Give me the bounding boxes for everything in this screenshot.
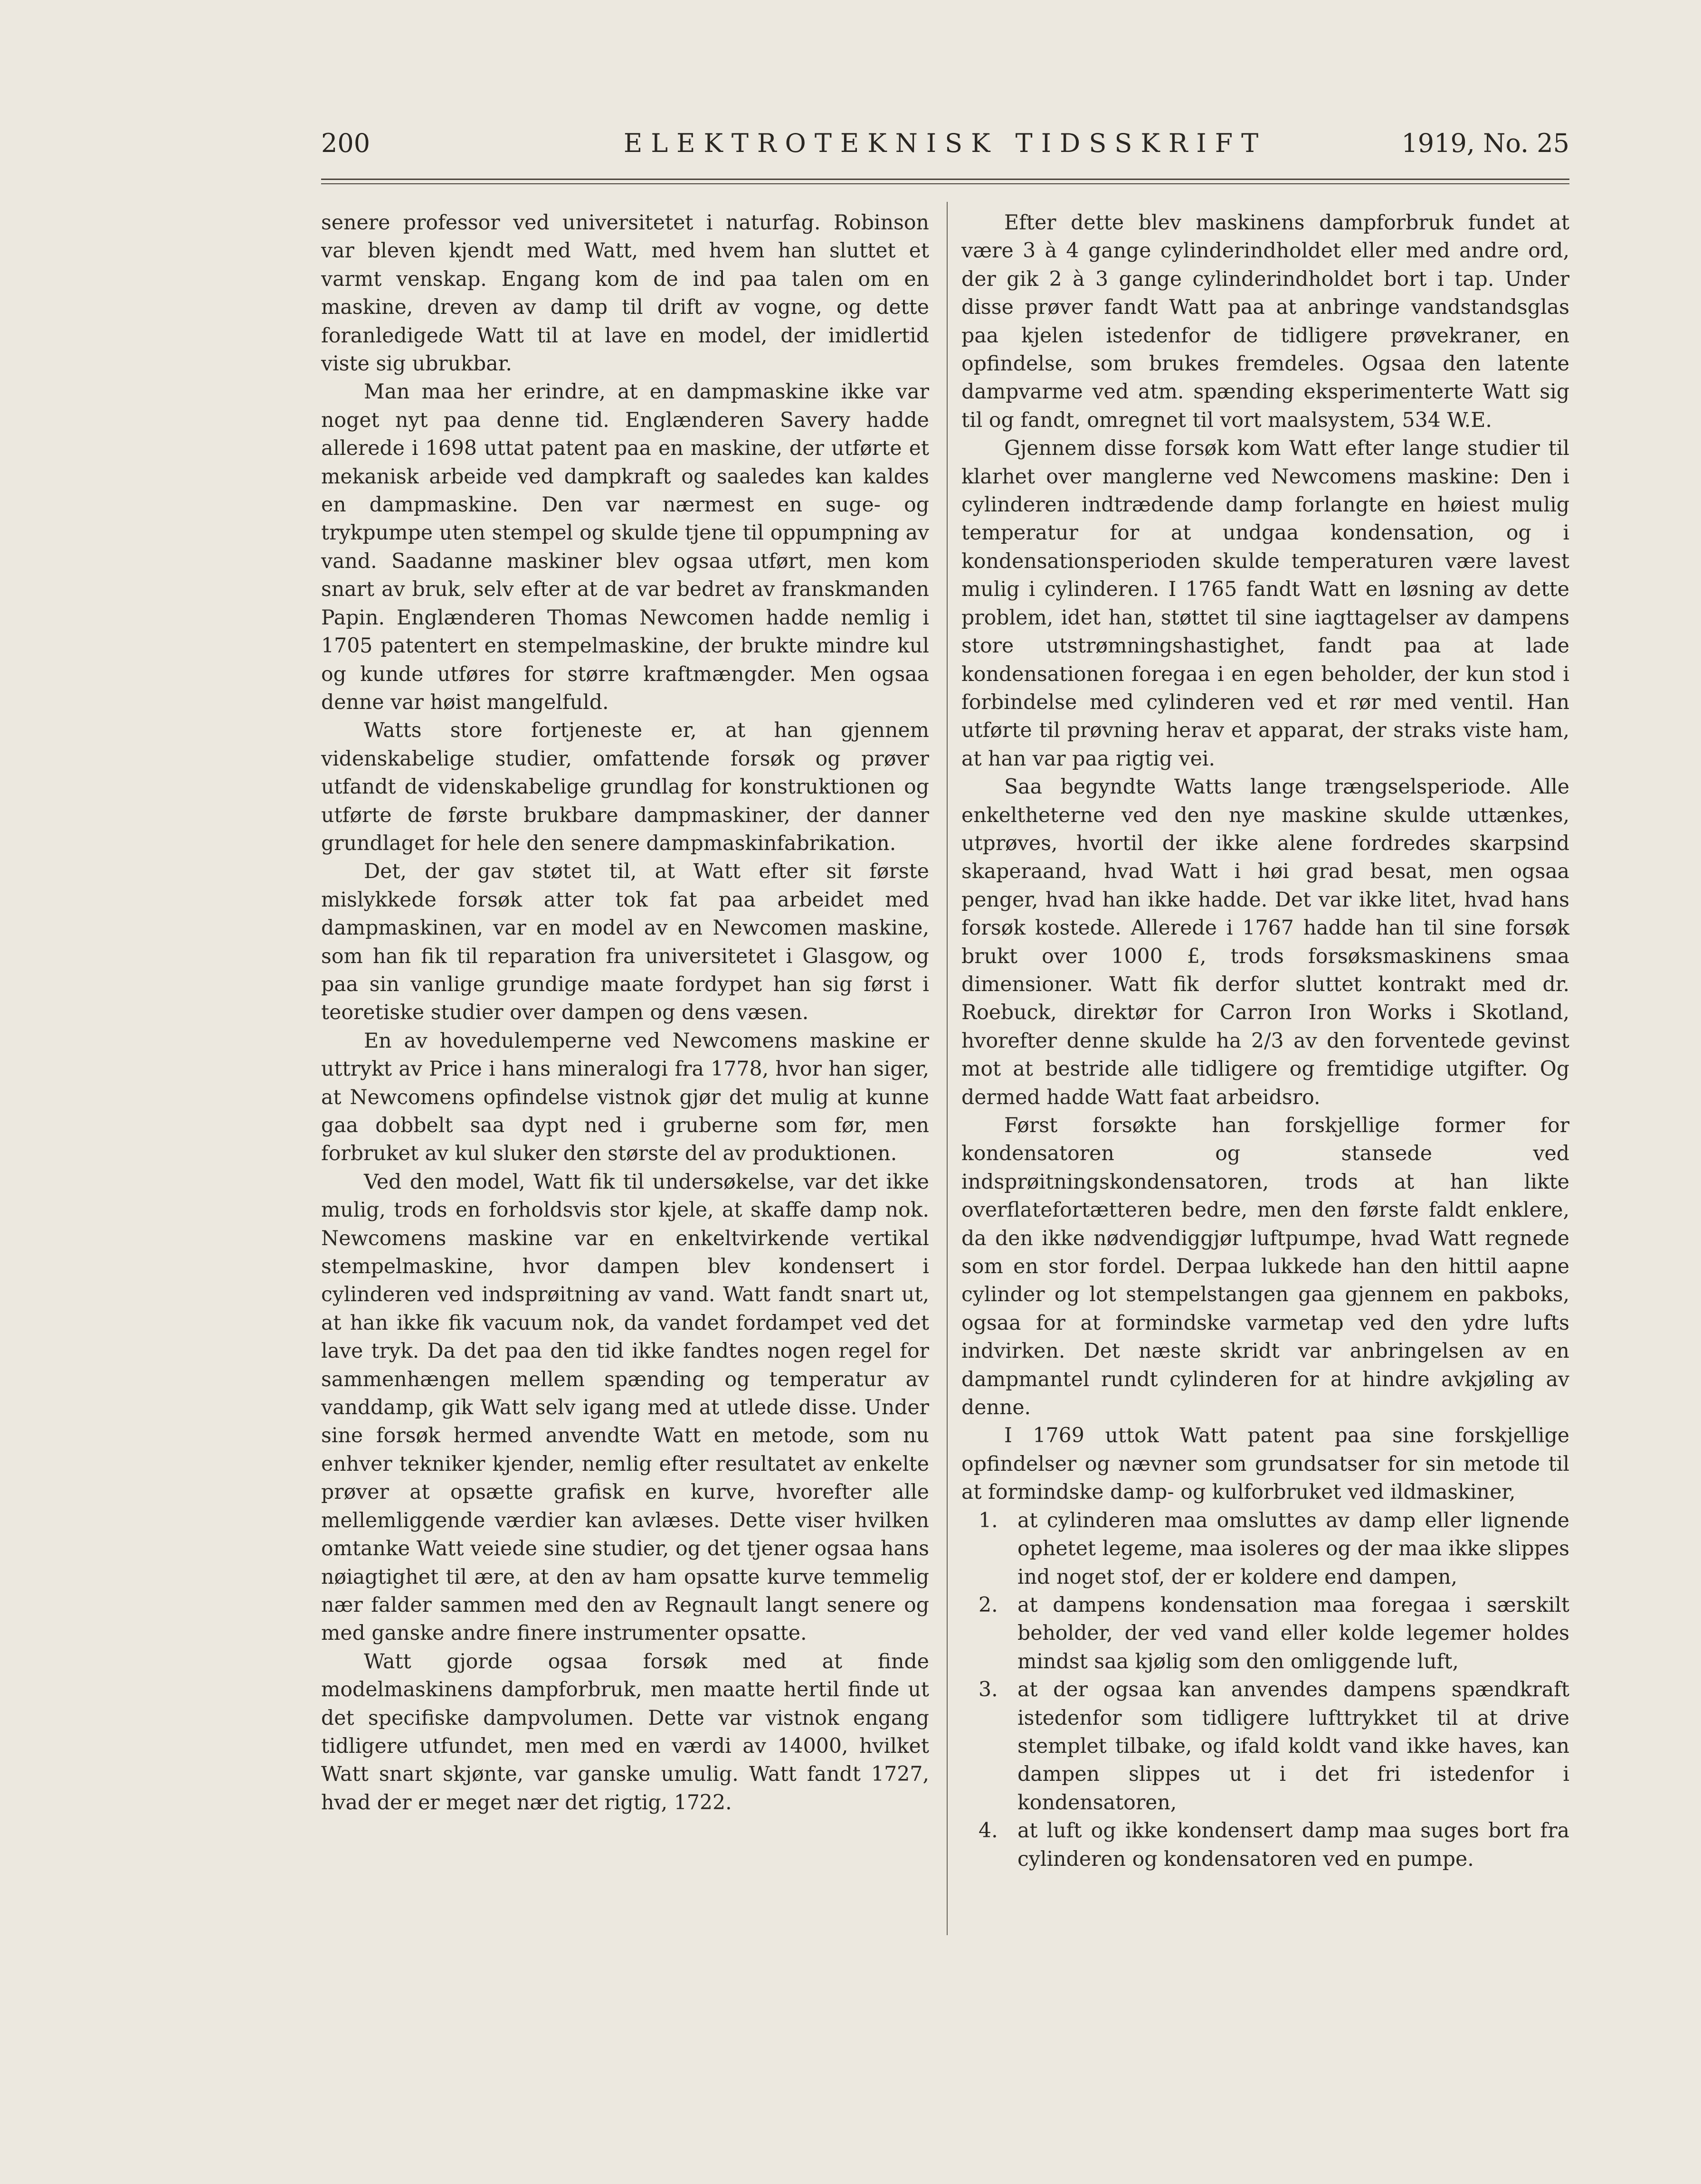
- list-number: 4.: [979, 1819, 998, 1843]
- header-rule-top: [321, 179, 1569, 180]
- paragraph: Saa begyndte Watts lange trængselsperiode. Alle enkeltheterne ved den nye maskine skulde uttænkes, utprøves, hvortil der ikke alene fordredes skarpsind skaperaand, hvad Watt i høi grad besat, men ogsaa penger, hvad han ikke hadde. Det var ikke litet, hvad hans forsøk kostede. Allerede i 1767 hadde han til sine forsøk brukt over 1000 £, trods forsøksmaskinens smaa dimensioner. Watt fik derfor sluttet kontrakt med dr. Roebuck, direktør for Carron Iron Works i Skotland, hvorefter denne skulde ha 2/3 av den forventede gevinst mot at bestride alle tidligere og fremtidige utgifter. Og dermed hadde Watt faat arbeidsro.: [961, 775, 1569, 1109]
- paragraph: I 1769 uttok Watt patent paa sine forskjellige opfindelser og nævner som grundsatser for sin metode til at formindske damp- og kulforbruket ved ildmaskiner,: [961, 1424, 1569, 1504]
- list-text: at luft og ikke kondensert damp maa suges bort fra cylinderen og kondensatoren ved en pumpe.: [1017, 1819, 1569, 1871]
- paragraph: senere professor ved universitetet i naturfag. Robinson var bleven kjendt med Watt, med hvem han sluttet et varmt venskap. Engang kom de ind paa talen om en maskine, dreven av damp til drift av vogne, og dette foranledigede Watt til at lave en model, der imidlertid viste sig ubrukbar.: [321, 211, 929, 376]
- list-item: [961, 1591, 1569, 1676]
- list-text: at der ogsaa kan anvendes dampens spændkraft istedenfor som tidligere lufttrykket til at drive stemplet tilbake, og ifald koldt vand ikke haves, kan dampen slippes ut i det fri istedenfor i kondensatoren,: [1017, 1678, 1569, 1815]
- paragraph: Det, der gav støtet til, at Watt efter sit første mislykkede forsøk atter tok fat paa arbeidet med dampmaskinen, var en model av en Newcomen maskine, som han fik til reparation fra universitetet i Glasgow, og paa sin vanlige grundige maate fordypet han sig først i teoretiske studier over dampen og dens væsen.: [321, 860, 929, 1025]
- column-divider: [947, 202, 948, 1935]
- list-number: 3.: [979, 1678, 998, 1702]
- paragraph: Man maa her erindre, at en dampmaskine ikke var noget nyt paa denne tid. Englænderen Savery hadde allerede i 1698 uttat patent paa en maskine, der utførte et mekanisk arbeide ved dampkraft og saaledes kan kaldes en dampmaskine. Den var nærmest en suge- og trykpumpe uten stempel og skulde tjene til oppumpning av vand. Saadanne maskiner blev ogsaa utført, men kom snart av bruk, selv efter at de var bedret av franskmanden Papin. Englænderen Thomas Newcomen hadde nemlig i 1705 patentert en stempelmaskine, der brukte mindre kul og kunde utføres for større kraftmængder. Men ogsaa denne var høist mangelfuld.: [321, 380, 929, 714]
- list-text: at cylinderen maa omsluttes av damp eller lignende ophetet legeme, maa isoleres og der maa ikke slippes ind noget stof, der er koldere end dampen,: [1017, 1508, 1569, 1589]
- paragraph: Efter dette blev maskinens dampforbruk fundet at være 3 à 4 gange cylinderindholdet eller med andre ord, der gik 2 à 3 gange cylinderindholdet bort i tap. Under disse prøver fandt Watt paa at anbringe vandstandsglas paa kjelen istedenfor de tidligere prøvekraner, en opfindelse, som brukes fremdeles. Ogsaa den latente dampvarme ved atm. spænding eksperimenterte Watt sig til og fandt, omregnet til vort maalsystem, 534 W.E.: [961, 211, 1569, 432]
- right-column: [961, 209, 1569, 1873]
- journal-title: ELEKTROTEKNISK TIDSSKRIFT: [623, 128, 1267, 158]
- list-text: at dampens kondensation maa foregaa i særskilt beholder, der ved vand eller kolde legemer holdes mindst saa kjølig som den omliggende luft,: [1017, 1593, 1569, 1673]
- paragraph: Watts store fortjeneste er, at han gjennem videnskabelige studier, omfattende forsøk og prøver utfandt de videnskabelige grundlag for konstruktionen og utførte de første brukbare dampmaskiner, der danner grundlaget for hele den senere dampmaskinfabrikation.: [321, 719, 929, 855]
- list-item: [961, 1817, 1569, 1873]
- list-item: [961, 1507, 1569, 1591]
- left-column: [321, 209, 929, 1817]
- header-rule-bottom: [321, 183, 1569, 184]
- paragraph: En av hovedulemperne ved Newcomens maskine er uttrykt av Price i hans mineralogi fra 1778, hvor han siger, at Newcomens opfindelse vistnok gjør det mulig at kunne gaa dobbelt saa dypt ned i gruberne som før, men forbruket av kul sluker den største del av produktionen.: [321, 1029, 929, 1166]
- running-header: [321, 121, 1569, 164]
- paragraph: Ved den model, Watt fik til undersøkelse, var det ikke mulig, trods en forholdsvis stor kjele, at skaffe damp nok. Newcomens maskine var en enkeltvirkende vertikal stempelmaskine, hvor dampen blev kondensert i cylinderen ved indsprøitning av vand. Watt fandt snart ut, at han ikke fik vacuum nok, da vandet fordampet ved det lave tryk. Da det paa den tid ikke fandtes nogen regel for sammenhængen mellem spænding og temperatur av vanddamp, gik Watt selv igang med at utlede disse. Under sine forsøk hermed anvendte Watt en metode, som nu enhver tekniker kjender, nemlig efter resultatet av enkelte prøver at opsætte grafisk en kurve, hvorefter alle mellemliggende værdier kan avlæses. Dette viser hvilken omtanke Watt veiede sine studier, og det tjener ogsaa hans nøiagtighet til ære, at den av ham opsatte kurve temmelig nær falder sammen med den av Regnault langt senere og med ganske andre finere instrumenter opsatte.: [321, 1170, 929, 1645]
- paragraph: Først forsøkte han forskjellige former for kondensatoren og stansede ved indsprøitningskondensatoren, trods at han likte overflatefortætteren bedre, men den første faldt enklere, da den ikke nødvendiggjør luftpumpe, hvad Watt regnede som en stor fordel. Derpaa lukkede han den hittil aapne cylinder og lot stempelstangen gaa gjennem en pakboks, ogsaa for at formindske varmetap ved den ydre lufts indvirken. Det næste skridt var anbringelsen av en dampmantel rundt cylinderen for at hindre avkjøling av denne.: [961, 1114, 1569, 1420]
- list-number: 2.: [979, 1593, 998, 1617]
- issue-number: 1919, No. 25: [1401, 128, 1569, 158]
- list-number: 1.: [979, 1508, 998, 1532]
- paragraph: Gjennem disse forsøk kom Watt efter lange studier til klarhet over manglerne ved Newcomens maskine: Den i cylinderen indtrædende damp forlangte en høiest mulig temperatur for at undgaa kondensation, og i kondensationsperioden skulde temperaturen være lavest mulig i cylinderen. I 1765 fandt Watt en løsning av dette problem, idet han, støttet til sine iagttagelser av dampens store utstrømningshastighet, fandt paa at lade kondensationen foregaa i en egen beholder, der kun stod i forbindelse med cylinderen ved et rør med ventil. Han utførte til prøvning herav et apparat, der straks viste ham, at han var paa rigtig vei.: [961, 436, 1569, 771]
- page-number: 200: [321, 128, 371, 158]
- list-item: [961, 1676, 1569, 1817]
- paragraph: Watt gjorde ogsaa forsøk med at finde modelmaskinens dampforbruk, men maatte hertil finde ut det specifiske dampvolumen. Dette var vistnok engang tidligere utfundet, men med en værdi av 14000, hvilket Watt snart skjønte, var ganske umulig. Watt fandt 1727, hvad der er meget nær det rigtig, 1722.: [321, 1649, 929, 1815]
